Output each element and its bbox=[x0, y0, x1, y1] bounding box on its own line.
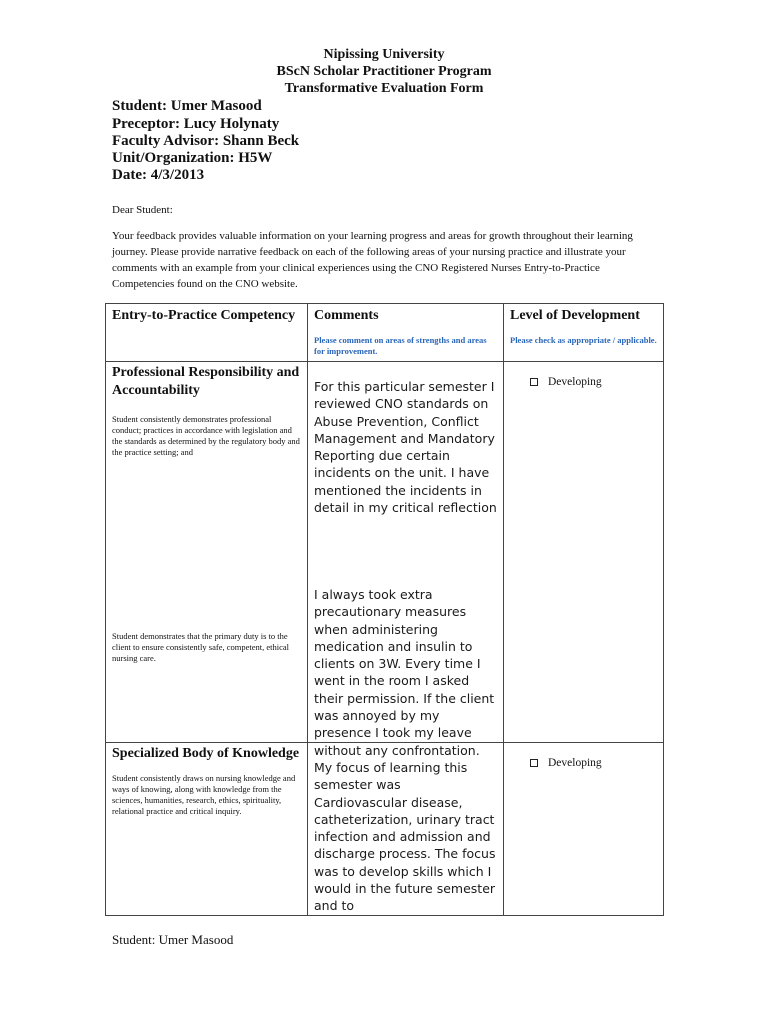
level-label: Developing bbox=[548, 757, 602, 769]
level-cell bbox=[504, 362, 664, 743]
checkbox-icon[interactable] bbox=[530, 378, 538, 386]
level-label: Developing bbox=[548, 376, 602, 388]
competency-cell bbox=[106, 743, 308, 916]
level-option[interactable] bbox=[504, 743, 663, 769]
date-line: Date: 4/3/2013 bbox=[112, 167, 205, 183]
comments-note: Please comment on areas of strengths and areas for improvement. bbox=[314, 335, 487, 356]
preceptor-line: Preceptor: Lucy Holynaty bbox=[112, 116, 280, 132]
competency-cell bbox=[106, 362, 308, 743]
checkbox-icon[interactable] bbox=[530, 759, 538, 767]
level-cell bbox=[504, 743, 664, 916]
comment-text-secondary: I always took extra precautionary measures when administering medication and insulin to clients on 3W. Every time I went in the room I asked their permission. If the client was annoyed by my presence I took my leave without any confrontation. bbox=[314, 587, 495, 758]
competency-header: Entry-to-Practice Competency bbox=[112, 308, 296, 323]
university-name: Nipissing University bbox=[323, 47, 445, 62]
footer-student: Student: Umer Masood bbox=[112, 932, 234, 947]
competency-description: Student consistently demonstrates professional conduct; practices in accordance with legislation and the standards as determined by the regulatory body and the practice setting; and bbox=[112, 414, 300, 457]
competency-description: Student consistently draws on nursing knowledge and ways of knowing, along with knowledge from the sciences, humanities, research, ethics, spirituality, relational practice and critical inquiry. bbox=[112, 773, 296, 816]
level-note: Please check as appropriate / applicable. bbox=[510, 335, 657, 345]
comment-text: My focus of learning this semester was Cardiovascular disease, catheterization, urinary tract infection and admission and discharge process. The focus was to develop skills which I would in the future semester and to bbox=[314, 760, 496, 914]
comments-header: Comments bbox=[314, 308, 379, 323]
competency-description-secondary: Student demonstrates that the primary duty is to the client to ensure consistently safe, competent, ethical nursing care. bbox=[112, 631, 290, 663]
advisor-line: Faculty Advisor: Shann Beck bbox=[112, 133, 300, 149]
comment-text: For this particular semester I reviewed CNO standards on Abuse Prevention, Conflict Management and Mandatory Reporting due certain incidents on the unit. I have mentioned the incidents in detail in my critical reflection bbox=[314, 379, 497, 516]
competency-header-cell bbox=[106, 304, 308, 362]
form-title: Transformative Evaluation Form bbox=[284, 81, 484, 96]
comments-cell bbox=[308, 362, 504, 758]
unit-line: Unit/Organization: H5W bbox=[112, 150, 273, 166]
comments-cell bbox=[308, 743, 504, 916]
student-line: Student: Umer Masood bbox=[112, 98, 262, 114]
program-name: BScN Scholar Practitioner Program bbox=[276, 64, 492, 79]
level-header: Level of Development bbox=[510, 308, 640, 323]
evaluation-table bbox=[105, 303, 664, 916]
intro-paragraph: Your feedback provides valuable information on your learning progress and areas for growth throughout their learning journey. Please provide narrative feedback on each of the following areas of your nursing practice and illustrate your comments with an example from your clinical experiences using the CNO Registered Nurses Entry-to-Practice Competencies found on the CNO website. bbox=[112, 230, 633, 290]
greeting: Dear Student: bbox=[112, 204, 173, 216]
table-row bbox=[106, 743, 664, 916]
level-option[interactable] bbox=[504, 362, 663, 388]
comments-header-cell bbox=[308, 304, 504, 362]
table-row bbox=[106, 362, 664, 743]
competency-title: Specialized Body of Knowledge bbox=[112, 746, 300, 761]
competency-title: Professional Responsibility and Accountability bbox=[112, 365, 300, 398]
level-header-cell bbox=[504, 304, 664, 362]
table-header-row bbox=[106, 304, 664, 362]
